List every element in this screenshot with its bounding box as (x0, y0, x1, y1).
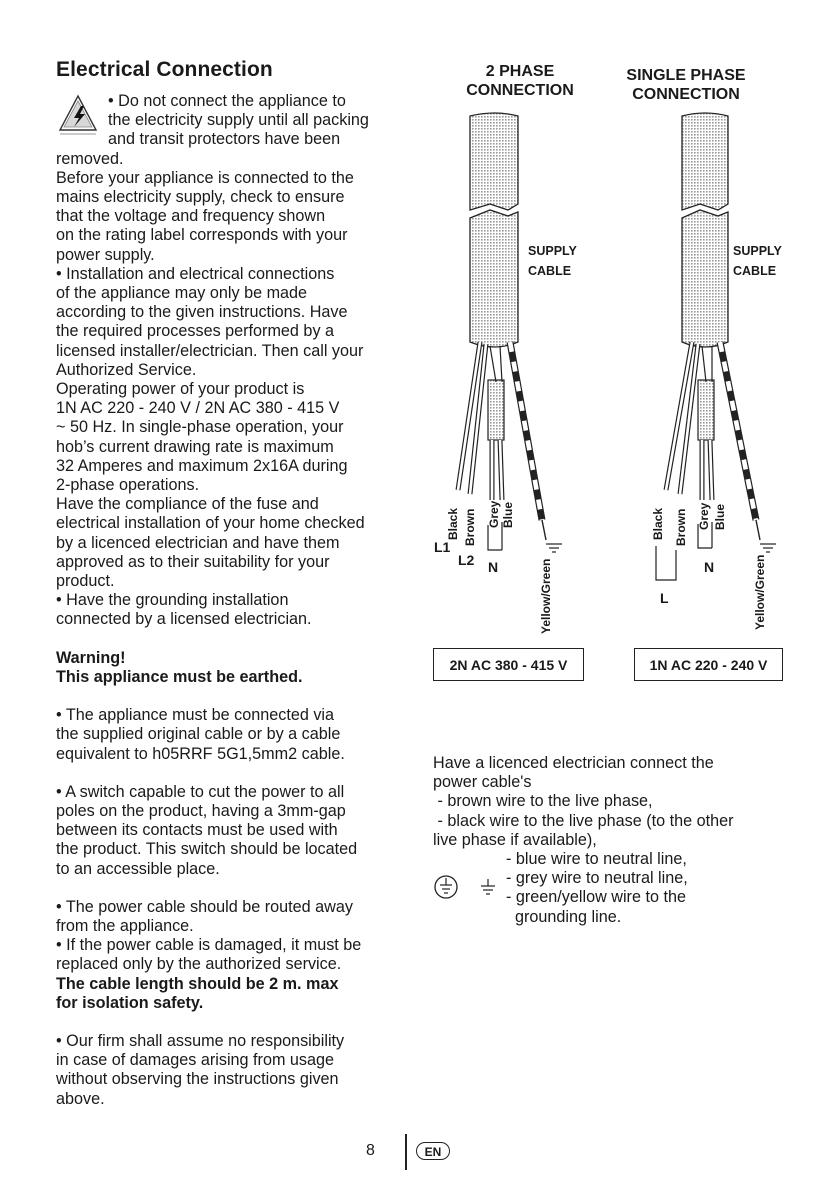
terminal-l: L (660, 590, 669, 606)
text-line: connected by a licensed electrician. (56, 610, 312, 629)
text-line: that the voltage and frequency shown (56, 207, 326, 226)
text-line: equivalent to h05RRF 5G1,5mm2 cable. (56, 744, 345, 763)
wire-label-yellow-green: Yellow/Green (753, 554, 767, 630)
text-line: the required processes performed by a (56, 322, 335, 341)
heading-line: 2 PHASE (485, 63, 555, 80)
text-line: removed. (56, 149, 124, 168)
text-line: 32 Amperes and maximum 2x16A during (56, 456, 348, 475)
text-line: • If the power cable is damaged, it must be (56, 936, 362, 955)
electric-hazard-icon (58, 94, 98, 138)
terminal-n: N (488, 559, 499, 575)
wire-label-yellow-green: Yellow/Green (539, 558, 553, 634)
text-line: Have a licenced electrician connect the (433, 754, 714, 772)
text-line: • The appliance must be connected via (56, 706, 335, 725)
terminal-l1: L1 (434, 539, 451, 555)
single-phase-voltage: 1N AC 220 - 240 V (634, 648, 783, 681)
text-line: • Have the grounding installation (56, 591, 289, 610)
page-title: Electrical Connection (56, 58, 273, 81)
text-line: poles on the product, having a 3mm-gap (56, 801, 346, 820)
footer-divider (405, 1134, 407, 1170)
left-column (56, 58, 411, 1109)
text-line: - black wire to the live phase (to the other (433, 811, 734, 830)
text-line: between its contacts must be used with (56, 821, 338, 840)
text-line: - brown wire to the live phase, (433, 792, 653, 811)
two-phase-heading (440, 62, 600, 100)
text-line: to an accessible place. (56, 859, 220, 878)
text-line: Have the compliance of the fuse and (56, 495, 319, 514)
text-line: • Installation and electrical connections (56, 264, 335, 283)
text-line: mains electricity supply, check to ensure (56, 188, 345, 207)
text-line: in case of damages arising from usage (56, 1051, 335, 1070)
wire-label-blue: Blue (501, 501, 515, 528)
page-number: 8 (366, 1142, 375, 1159)
text-line: live phase if available), (433, 830, 597, 849)
warning-intro (56, 92, 411, 150)
text-line: product. (56, 572, 115, 591)
warning-title: Warning! (56, 648, 126, 667)
text-line: Operating power of your product is (56, 380, 305, 399)
text-line: the product. This switch should be located (56, 840, 358, 859)
warning-text: This appliance must be earthed. (56, 667, 303, 686)
text-line: without observing the instructions given (56, 1070, 339, 1089)
text-line: by a licenced electrician and have them (56, 533, 340, 552)
supply-label: SUPPLY (733, 244, 782, 258)
heading-line: CONNECTION (466, 82, 574, 99)
wire-label-black: Black (651, 507, 665, 540)
heading-line: SINGLE PHASE (626, 67, 746, 84)
text-line: - green/yellow wire to the (506, 888, 686, 907)
text-line: grounding line. (506, 907, 622, 926)
text-line: 1N AC 220 - 240 V / 2N AC 380 - 415 V (56, 399, 340, 418)
text-line: • A switch capable to cut the power to all (56, 782, 345, 801)
text-line: Authorized Service. (56, 360, 197, 379)
wire-label-blue: Blue (713, 503, 727, 530)
warn-line: and transit protectors have been (108, 130, 341, 149)
text-line: replaced only by the authorized service. (56, 955, 342, 974)
wire-label-brown: Brown (463, 508, 477, 546)
wire-label-black: Black (446, 507, 460, 540)
warn-line: the electricity supply until all packing (108, 111, 369, 130)
language-badge: EN (416, 1142, 450, 1160)
cable-label: CABLE (733, 264, 777, 278)
warn-line: • Do not connect the appliance to (108, 92, 346, 110)
text-line: electrical installation of your home checked (56, 514, 365, 533)
text-line: approved as to their suitability for your (56, 552, 330, 571)
text-line: licensed installer/electrician. Then call your (56, 341, 364, 360)
text-line: above. (56, 1089, 105, 1108)
text-line: hob’s current drawing rate is maximum (56, 437, 334, 456)
text-line: according to the given instructions. Have (56, 303, 348, 322)
supply-label: SUPPLY (528, 244, 577, 258)
text-line: - blue wire to neutral line, (506, 850, 687, 869)
heading-line: CONNECTION (632, 86, 740, 103)
text-line: • Our firm shall assume no responsibility (56, 1031, 345, 1050)
right-column (433, 754, 793, 927)
text-line: from the appliance. (56, 916, 194, 935)
earth-icon (481, 879, 495, 894)
text-line: Before your appliance is connected to the (56, 168, 354, 187)
text-line: • The power cable should be routed away (56, 897, 353, 916)
terminal-n: N (704, 559, 715, 575)
terminal-l2: L2 (458, 552, 475, 568)
cable-length-note: for isolation safety. (56, 993, 204, 1012)
earth-symbols (433, 872, 503, 902)
paragraph-main (56, 150, 411, 630)
text-line: ~ 50 Hz. In single-phase operation, your (56, 418, 344, 437)
wire-label-brown: Brown (674, 508, 688, 546)
text-line: - grey wire to neutral line, (506, 869, 688, 888)
text-line: 2-phase operations. (56, 476, 200, 495)
text-line: on the rating label corresponds with your (56, 226, 348, 245)
two-phase-cable (458, 113, 562, 552)
two-phase-voltage: 2N AC 380 - 415 V (433, 648, 584, 681)
text-line: of the appliance may only be made (56, 284, 308, 303)
text-line: power supply. (56, 245, 155, 264)
cable-label: CABLE (528, 264, 572, 278)
cable-length-note: The cable length should be 2 m. max (56, 974, 339, 993)
wire-label-grey: Grey (487, 500, 501, 528)
single-phase-heading (606, 66, 766, 104)
wiring-diagram (430, 110, 800, 650)
text-line: power cable's (433, 773, 532, 792)
wire-label-grey: Grey (697, 502, 711, 530)
text-line: the supplied original cable or by a cable (56, 725, 341, 744)
